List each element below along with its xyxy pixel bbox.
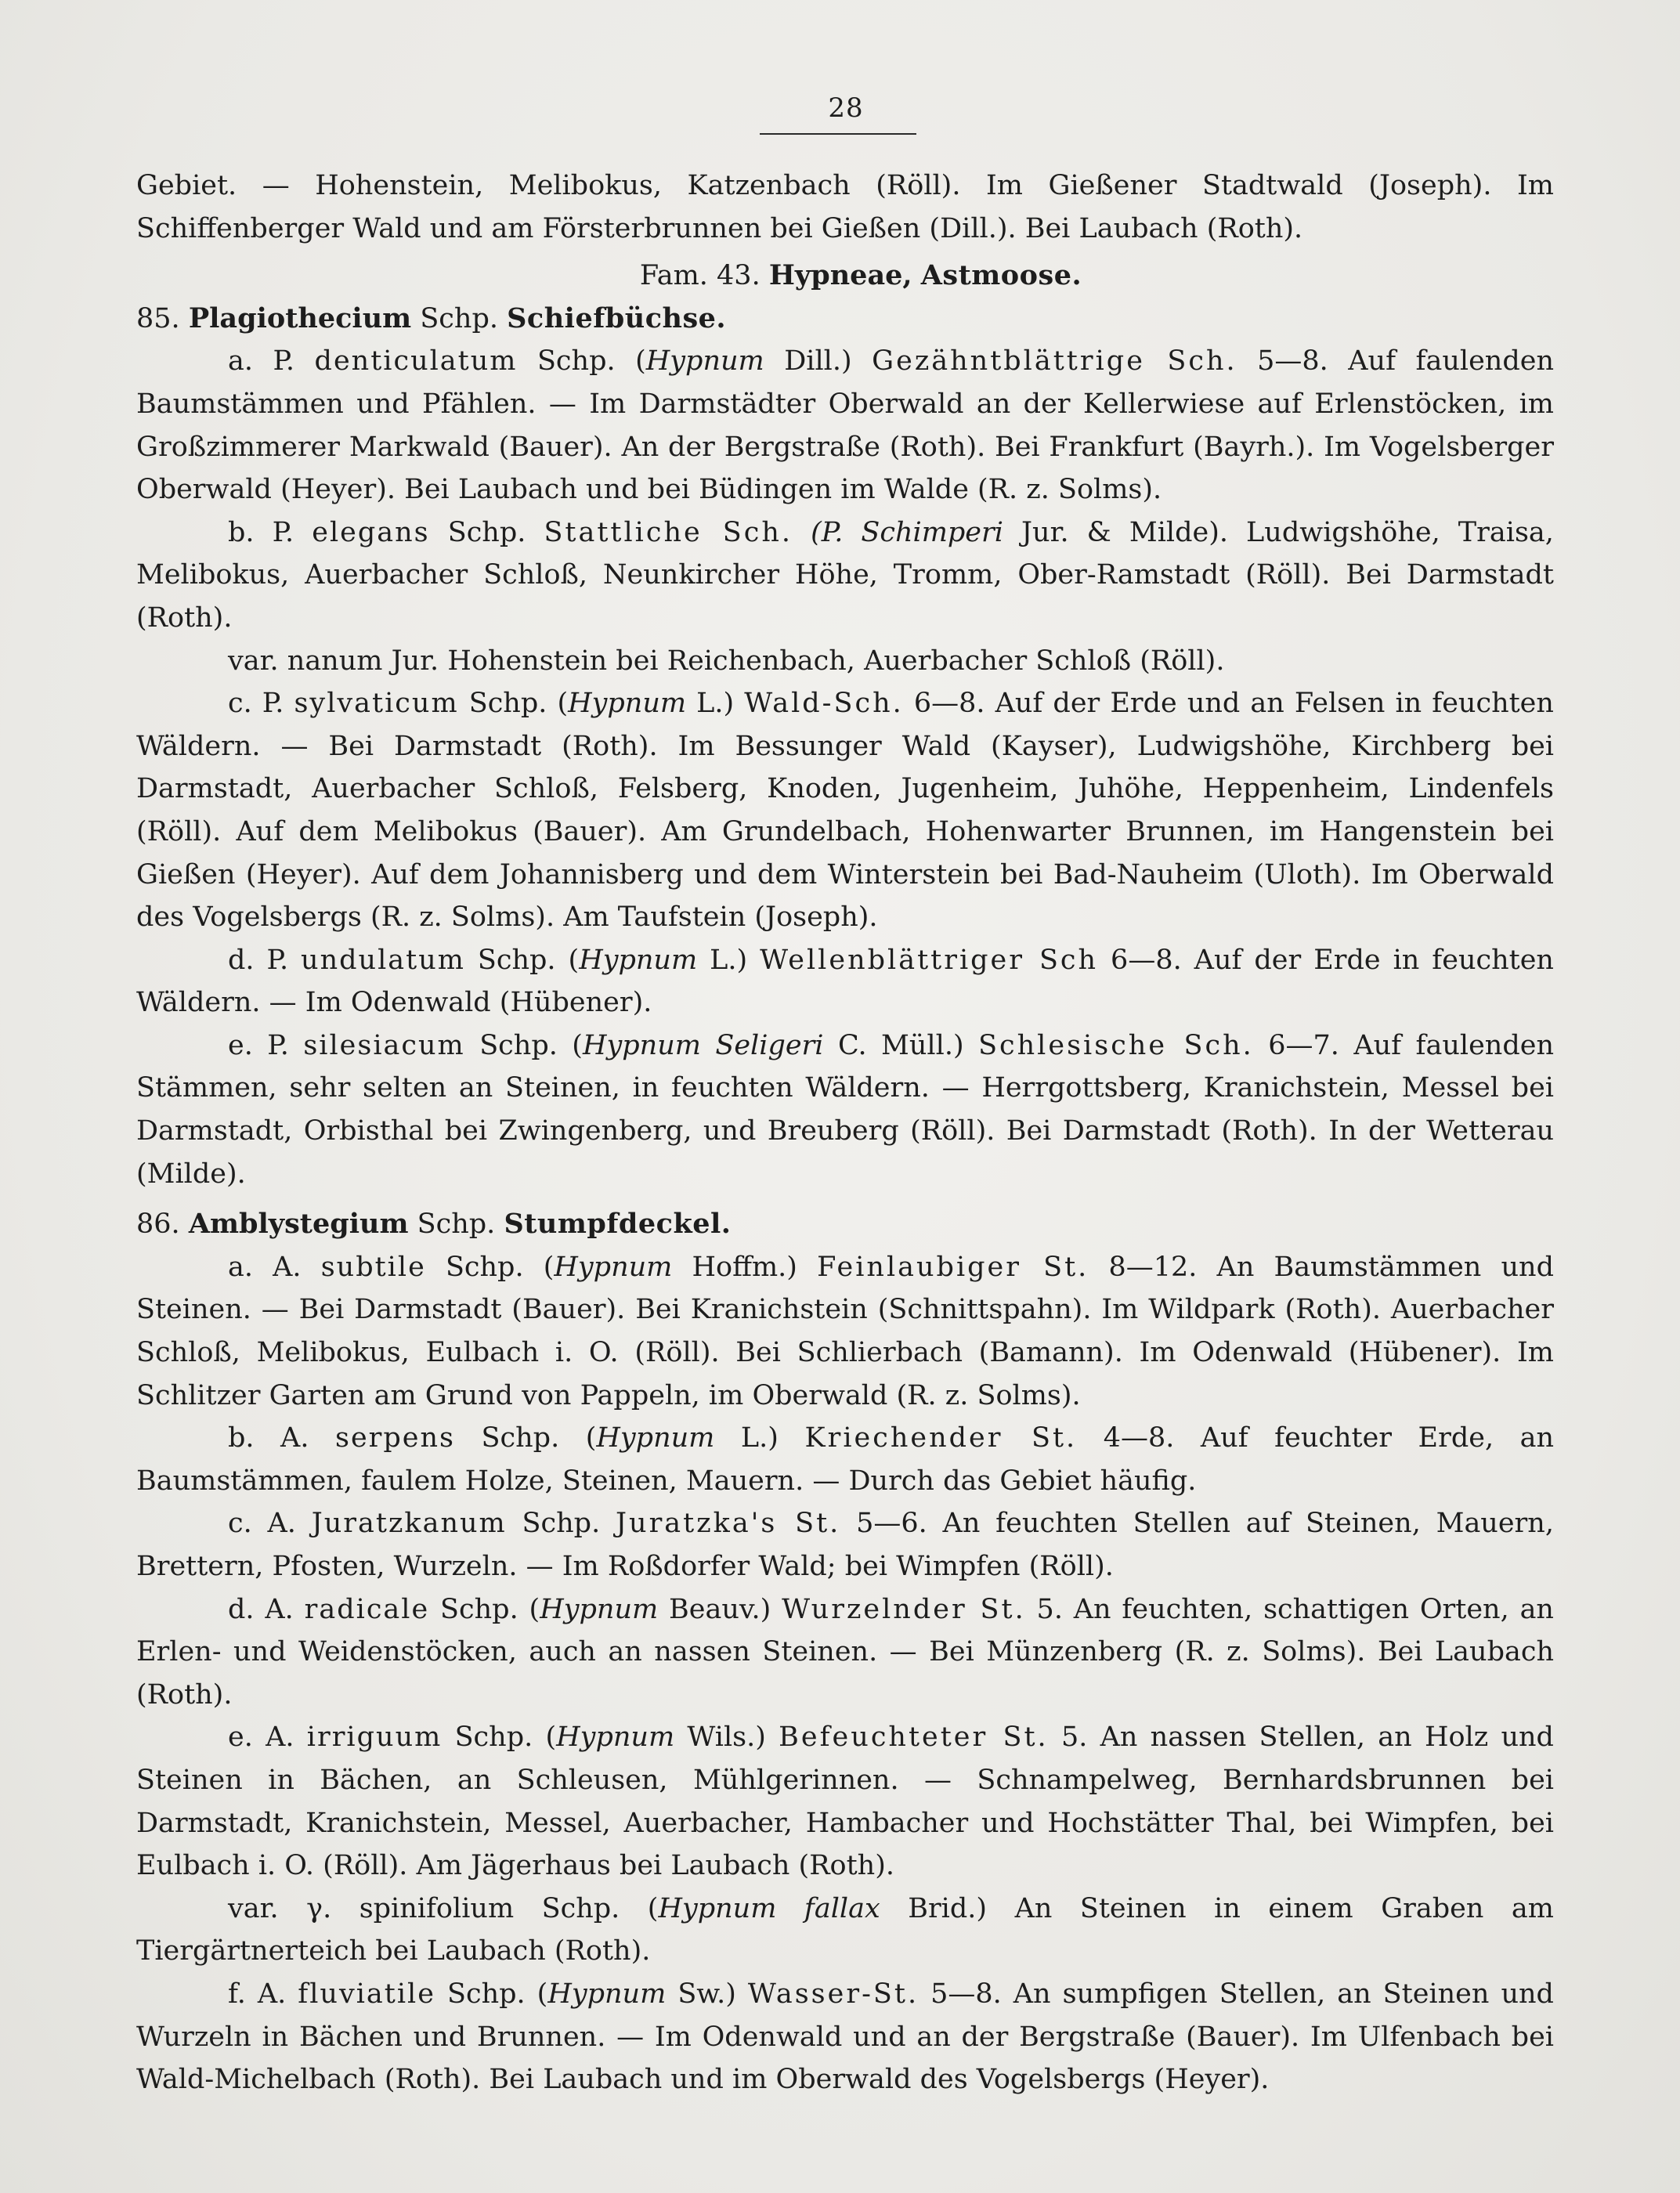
synonym: Hypnum	[596, 1422, 715, 1454]
entry-letter: a. A.	[228, 1251, 302, 1283]
entry-letter: c. P.	[228, 688, 284, 720]
entry-text: 6—7. Auf faulenden Stämmen, sehr selten an Steinen, in feuchten Wäldern. — Herrgottsberg, Kranichstein, Messel bei Darmstadt, Orbisthal bei Zwingenberg, und Breuberg (Röll). Bei Darmstadt (Roth). In der Wetterau (Milde).	[136, 1029, 1555, 1190]
entry-letter: c. A.	[228, 1508, 296, 1540]
vernacular-name: Wurzelnder St.	[782, 1593, 1026, 1625]
species-author: Schp. (	[446, 1978, 548, 2010]
species-name: denticulatum	[314, 345, 518, 378]
species-name: elegans	[312, 516, 430, 548]
vernacular-name: Gezähntblättrige Sch.	[872, 345, 1237, 378]
family-heading	[136, 255, 1554, 298]
species-name: serpens	[334, 1422, 456, 1454]
family-latin: Hypneae,	[768, 259, 912, 292]
species-name: undulatum	[301, 944, 465, 976]
entry-text: 5—8. An sumpfigen Stellen, an Steinen und Wurzeln in Bächen und Brunnen. — Im Odenwald und an der Bergstraße (Bauer). Im Ulfenbach bei Wald-Michelbach (Roth). Bei Laubach und im Oberwald des Vogelsbergs (Heyer).	[136, 1978, 1554, 2096]
synonym-author: C. Müll.)	[837, 1029, 964, 1061]
variety-label: var. nanum Jur.	[228, 645, 439, 677]
species-name: radicale	[304, 1593, 430, 1625]
synonym: Hypnum	[579, 944, 698, 976]
synonym: Hypnum	[554, 1251, 673, 1283]
header-rule	[760, 133, 916, 135]
genus-german: Schiefbüchse.	[507, 302, 727, 334]
entry-letter: e. P.	[228, 1029, 289, 1061]
variety-label: var. γ. spinifolium Schp. (	[228, 1892, 659, 1924]
synonym-author: L.)	[696, 688, 735, 720]
genus-heading-86	[136, 1203, 1554, 1246]
genus-author: Schp.	[420, 302, 498, 334]
species-entry-85e	[136, 1024, 1554, 1195]
species-name: fluviatile	[298, 1978, 435, 2010]
species-author: Schp. (	[454, 1722, 557, 1754]
species-author: Schp. (	[477, 944, 580, 976]
species-author: Schp. (	[440, 1593, 540, 1625]
page-number: 28	[828, 92, 864, 124]
vernacular-name: Wellenblättriger Sch	[760, 944, 1099, 976]
synonym-author: Hoffm.)	[692, 1251, 797, 1283]
synonym-author: Dill.)	[784, 345, 852, 378]
species-entry-86a	[136, 1246, 1554, 1417]
entry-text: 4—8. Auf feuchter Erde, an Baumstämmen, faulem Holze, Steinen, Mauern. — Durch das Gebiet häufig.	[136, 1422, 1554, 1497]
vernacular-name: Schlesische Sch.	[978, 1029, 1254, 1061]
vernacular-name: Juratzka's St.	[616, 1508, 841, 1540]
species-entry-85d	[136, 939, 1554, 1024]
variety-entry-86e	[136, 1888, 1554, 1973]
species-name: Juratzkanum	[311, 1508, 507, 1540]
vernacular-name: Stattliche Sch.	[544, 516, 793, 548]
species-author: Schp. (	[479, 1029, 583, 1061]
entry-letter: e. A.	[228, 1722, 294, 1754]
entry-text: 5—8. Auf faulenden Baumstämmen und Pfählen. — Im Darmstädter Oberwald an der Kellerwiese auf Erlenstöcken, im Großzimmerer Markwald (Bauer). An der Bergstraße (Roth). Bei Frankfurt (Bayrh.). Im Vogelsberger Oberwald (Heyer). Bei Laubach und bei Büdingen im Walde (R. z. Solms).	[136, 345, 1554, 506]
synonym: Hypnum	[645, 345, 764, 378]
intro-paragraph: Gebiet. — Hohenstein, Melibokus, Katzenbach (Röll). Im Gießener Stadtwald (Joseph). Im Schiffenberger Wald und am Försterbrunnen bei Gießen (Dill.). Bei Laubach (Roth).	[136, 170, 1554, 244]
synonym: Hypnum	[556, 1722, 675, 1754]
species-author: Schp. (	[445, 1251, 555, 1283]
synonym-author: Beauv.)	[669, 1593, 771, 1625]
genus-latin: Plagiothecium	[188, 302, 412, 334]
page-body	[136, 164, 1554, 2101]
species-entry-86d	[136, 1588, 1554, 1717]
genus-number: 85.	[136, 302, 180, 334]
entry-letter: b. P.	[228, 516, 294, 548]
species-entry-85c	[136, 682, 1554, 939]
entry-letter: f. A.	[228, 1978, 287, 2010]
entry-text: 5—6. An feuchten Stellen auf Steinen, Mauern, Brettern, Pfosten, Wurzeln. — Im Roßdorfer Wald; bei Wimpfen (Röll).	[136, 1508, 1554, 1582]
vernacular-name: Befeuchteter St.	[779, 1722, 1049, 1754]
entry-letter: a. P.	[228, 345, 295, 378]
synonym: Hypnum fallax	[658, 1892, 880, 1924]
synonym-author: L.)	[710, 944, 748, 976]
family-prefix: Fam. 43.	[639, 260, 761, 292]
synonym-author: L.)	[740, 1422, 779, 1454]
entry-text: 5. An feuchten, schattigen Orten, an Erlen- und Weidenstöcken, auch an nassen Steinen. — Bei Münzenberg (R. z. Solms). Bei Laubach (Roth).	[136, 1593, 1554, 1711]
species-author: Schp.	[522, 1508, 601, 1540]
species-name: subtile	[320, 1251, 426, 1283]
synonym-author: Brid.)	[908, 1892, 988, 1924]
entry-letter: d. P.	[228, 944, 289, 976]
entry-text: An Steinen in einem Graben am Tiergärtnerteich bei Laubach (Roth).	[136, 1892, 1554, 1967]
vernacular-name: Kriechender St.	[804, 1422, 1078, 1454]
species-entry-86f	[136, 1973, 1554, 2101]
species-name: irriguum	[306, 1722, 443, 1754]
species-entry-86c	[136, 1502, 1554, 1588]
vernacular-name: Wald-Sch.	[744, 688, 904, 720]
entry-text: 5. An nassen Stellen, an Holz und Steinen in Bächen, an Schleusen, Mühlgerinnen. — Schnampelweg, Bernhardsbrunnen bei Darmstadt, Kranichstein, Messel, Auerbacher, Hambacher und Hochstätter Thal, bei Wimpfen, bei Eulbach i. O. (Röll). Am Jägerhaus bei Laubach (Roth).	[136, 1722, 1554, 1882]
vernacular-name: Feinlaubiger St.	[817, 1251, 1089, 1283]
synonym: Hypnum	[547, 1978, 667, 2010]
entry-text: 8—12. An Baumstämmen und Steinen. — Bei Darmstadt (Bauer). Bei Kranichstein (Schnittspahn). Im Wildpark (Roth). Auerbacher Schloß, Melibokus, Eulbach i. O. (Röll). Bei Schlierbach (Bamann). Im Odenwald (Hübener). Im Schlitzer Garten am Grund von Pappeln, im Oberwald (R. z. Solms).	[136, 1251, 1554, 1411]
synonym: Hypnum	[540, 1593, 659, 1625]
species-author: Schp. (	[481, 1422, 597, 1454]
synonym-author: Jur. & Milde).	[1021, 516, 1228, 548]
entry-text: 6—8. Auf der Erde in feuchten Wäldern. — Im Odenwald (Hübener).	[136, 944, 1554, 1019]
genus-number: 86.	[136, 1208, 180, 1241]
entry-letter: d. A.	[228, 1593, 294, 1625]
species-name: silesiacum	[303, 1029, 465, 1061]
entry-text: Hohenstein bei Reichenbach, Auerbacher Schloß (Röll).	[447, 645, 1225, 677]
species-entry-85a	[136, 340, 1554, 511]
synonym-author: Sw.)	[677, 1978, 736, 2010]
species-entry-86e	[136, 1716, 1554, 1887]
entry-letter: b. A.	[228, 1422, 309, 1454]
variety-entry-85b	[136, 640, 1554, 683]
genus-german: Stumpfdeckel.	[504, 1208, 732, 1241]
synonym: Hypnum	[568, 688, 687, 720]
species-entry-86b	[136, 1417, 1554, 1502]
synonym-author: Wils.)	[687, 1722, 766, 1754]
species-author: Schp.	[447, 516, 526, 548]
species-entry-85b	[136, 511, 1554, 640]
genus-latin: Amblystegium	[188, 1208, 409, 1241]
genus-heading-85	[136, 298, 1554, 341]
entry-text: 6—8. Auf der Erde und an Felsen in feuchten Wäldern. — Bei Darmstadt (Roth). Im Bessunger Wald (Kayser), Ludwigshöhe, Kirchberg bei Darmstadt, Auerbacher Schloß, Felsberg, Knoden, Jugenheim, Juhöhe, Heppenheim, Lindenfels (Röll). Auf dem Melibokus (Bauer). Am Grundelbach, Hohenwarter Brunnen, im Hangenstein bei Gießen (Heyer). Auf dem Johannisberg und dem Winterstein bei Bad-Nauheim (Uloth). Im Oberwald des Vogelsbergs (R. z. Solms). Am Taufstein (Joseph).	[136, 688, 1554, 934]
genus-author: Schp.	[417, 1208, 496, 1241]
species-author: Schp. (	[468, 688, 569, 720]
synonym: (P. Schimperi	[811, 516, 1003, 548]
vernacular-name: Wasser-St.	[747, 1978, 919, 2010]
species-author: Schp. (	[537, 345, 646, 378]
synonym: Hypnum Seligeri	[582, 1029, 824, 1061]
family-german: Astmoose.	[920, 259, 1082, 292]
species-name: sylvaticum	[294, 688, 459, 720]
entry-text: Ludwigshöhe, Traisa, Melibokus, Auerbacher Schloß, Neunkircher Höhe, Tromm, Ober-Ramstadt (Röll). Bei Darmstadt (Roth).	[136, 516, 1554, 634]
